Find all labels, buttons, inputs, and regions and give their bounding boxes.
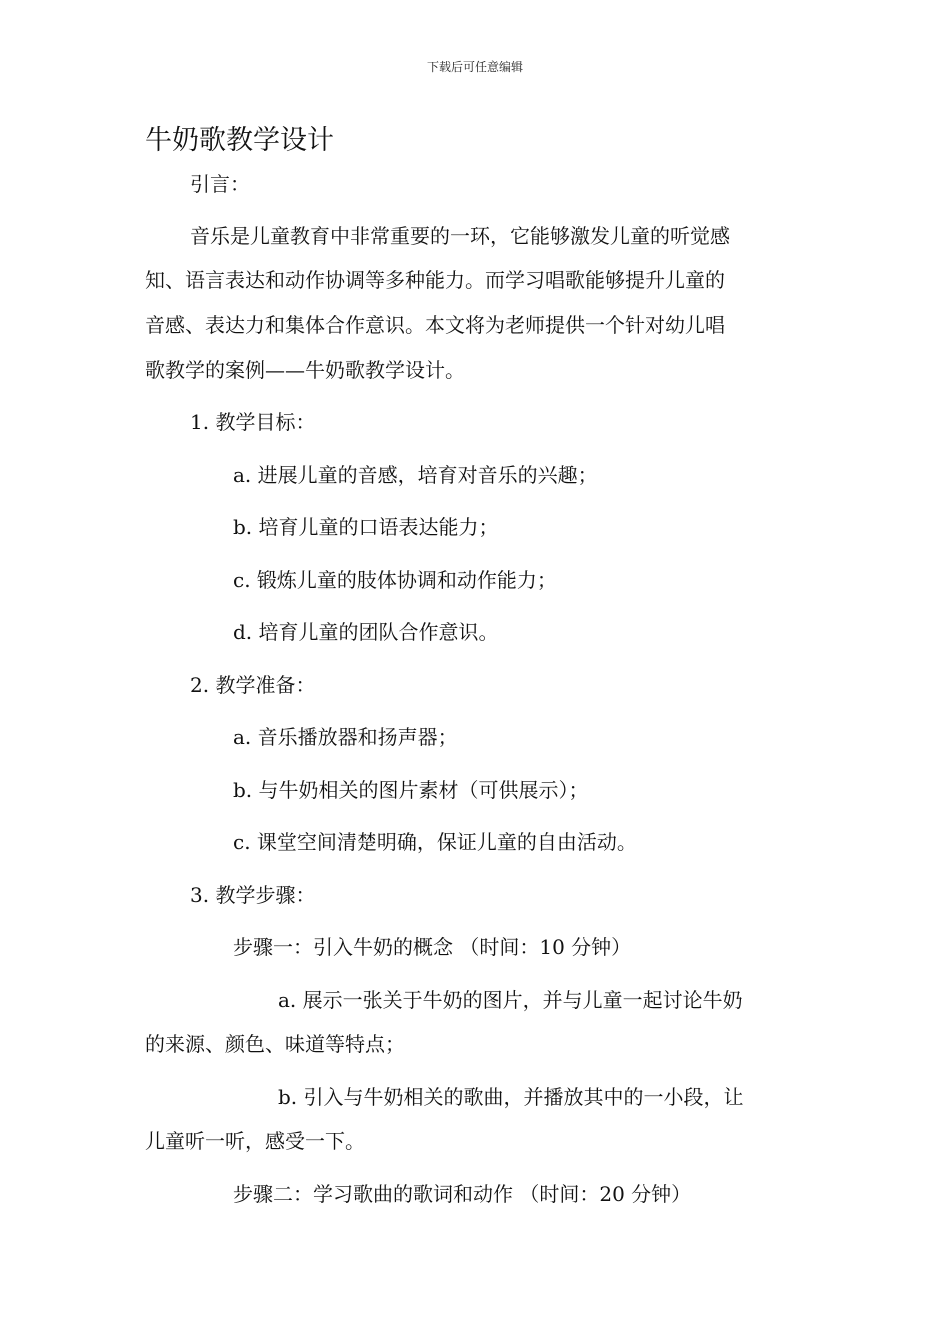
intro-line-2: 知、语言表达和动作协调等多种能力。而学习唱歌能够提升儿童的 xyxy=(145,268,725,292)
step-1-item-a-line-2: 的来源、颜色、味道等特点； xyxy=(145,1032,405,1056)
intro-line-4: 歌教学的案例——牛奶歌教学设计。 xyxy=(145,358,465,382)
step-1-heading: 步骤一：引入牛奶的概念 （时间：10 分钟） xyxy=(233,935,632,959)
page-header: 下载后可任意编辑 xyxy=(426,60,523,74)
step-2-heading: 步骤二：学习歌曲的歌词和动作 （时间：20 分钟） xyxy=(233,1182,692,1206)
section-1-item-d: d. 培育儿童的团队合作意识。 xyxy=(233,620,499,644)
section-1-item-c: c. 锻炼儿童的肢体协调和动作能力； xyxy=(233,568,557,592)
section-2-item-b: b. 与牛奶相关的图片素材（可供展示）； xyxy=(233,778,589,802)
intro-line-1: 音乐是儿童教育中非常重要的一环，它能够激发儿童的听觉感 xyxy=(190,224,730,248)
document-title: 牛奶歌教学设计 xyxy=(145,125,334,156)
section-1-item-a: a. 进展儿童的音感，培育对音乐的兴趣； xyxy=(233,463,598,487)
section-2-heading: 2. 教学准备： xyxy=(190,673,316,697)
section-2-item-c: c. 课堂空间清楚明确，保证儿童的自由活动。 xyxy=(233,830,637,854)
step-1-item-a-line-1: a. 展示一张关于牛奶的图片，并与儿童一起讨论牛奶 xyxy=(278,988,743,1012)
step-1-item-b-line-2: 儿童听一听，感受一下。 xyxy=(145,1129,365,1153)
step-1-item-b-line-1: b. 引入与牛奶相关的歌曲，并播放其中的一小段，让 xyxy=(278,1085,744,1109)
section-1-item-b: b. 培育儿童的口语表达能力； xyxy=(233,515,499,539)
intro-label: 引言： xyxy=(190,172,250,196)
section-3-heading: 3. 教学步骤： xyxy=(190,883,316,907)
section-1-heading: 1. 教学目标： xyxy=(190,410,316,434)
intro-line-3: 音感、表达力和集体合作意识。本文将为老师提供一个针对幼儿唱 xyxy=(145,313,725,337)
section-2-item-a: a. 音乐播放器和扬声器； xyxy=(233,725,458,749)
